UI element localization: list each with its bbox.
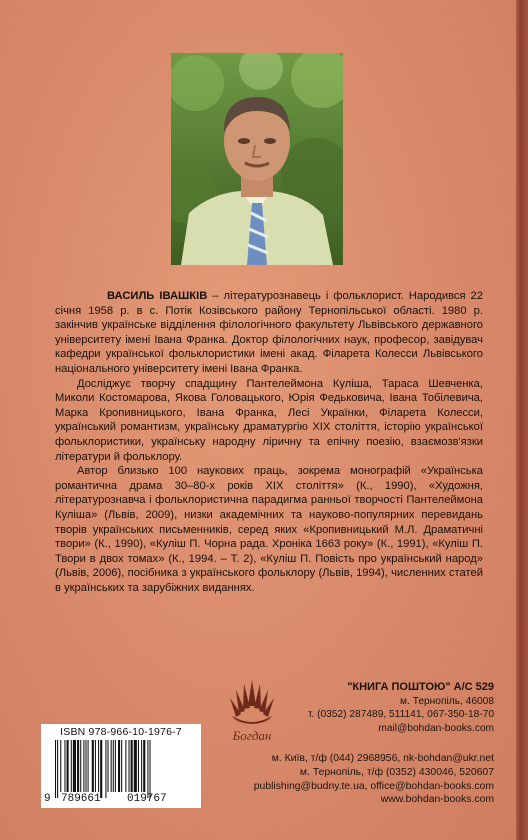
barcode-bar <box>73 740 76 792</box>
barcode-bar <box>85 740 86 792</box>
barcode-bar <box>111 740 112 792</box>
barcode-bar <box>83 740 84 792</box>
publisher-city: м. Тернопіль, 46008 <box>400 695 494 707</box>
barcode-bar <box>143 740 145 792</box>
barcode-bar <box>138 740 139 792</box>
barcode-bars-icon <box>53 740 189 798</box>
barcode-digits-left: 789661 <box>61 793 101 805</box>
bio-paragraph-2: Досліджує творчу спадщину Пантелеймона Куліша, Тараса Шевченка, Миколи Костомарова, Якова Головацького, Юрія Федьковича, Івана Тобілевича, Марка Кропивницького, Івана Франка, Лесі Українки, Філарета Колесси, український романтизм, українську драматургію XIX століття, історію української фольклористики, українську народну ліричну та епічну поезію, взаємозв'язки літератури й фольклору. <box>55 377 483 463</box>
barcode-bar <box>115 740 116 792</box>
barcode-bar <box>98 740 99 792</box>
publisher-name: "КНИГА ПОШТОЮ" А/С 529 <box>347 681 494 693</box>
author-photo <box>171 53 343 265</box>
barcode-bar <box>77 740 79 792</box>
barcode-bar <box>121 740 122 792</box>
barcode-bar <box>55 740 56 798</box>
barcode-digit-first: 9 <box>44 793 51 805</box>
barcode-bar <box>141 740 142 792</box>
barcode-digits-right: 019767 <box>127 793 167 805</box>
spine-edge <box>516 0 528 840</box>
publisher-block <box>264 681 494 735</box>
author-name: ВАСИЛЬ ІВАШКІВ <box>107 290 208 302</box>
author-portrait-icon <box>171 53 343 265</box>
contact-website: www.bohdan-books.com <box>380 794 494 806</box>
barcode-bar <box>147 740 148 798</box>
isbn-number: ISBN 978-966-10-1976-7 <box>60 726 182 738</box>
barcode-bar <box>67 740 69 792</box>
contact-kyiv: м. Київ, т/ф (044) 2968956, nk-bohdan@ukr.net <box>271 753 494 764</box>
barcode-bar <box>71 740 72 792</box>
barcode-bar <box>108 740 109 792</box>
barcode-bar <box>92 740 94 792</box>
barcode-bar <box>88 740 89 792</box>
barcode-bar <box>113 740 114 792</box>
contacts-block <box>194 752 494 807</box>
barcode-bar <box>129 740 130 792</box>
publisher-phones: т. (0352) 287489, 511141, 067-350-18-70 <box>307 709 494 721</box>
bio-paragraph-1-text: – літературознавець і фольклорист. Народився 22 січня 1958 р. в с. Потік Козівського району Тернопільської області. 1980 р. закінчив українське відділення філологічного факультету Львівського державного університету імені Івана Франка. Доктор філологічних наук, професор, завідувач кафедри української фольклористики імені акад. Філарета Колесси Львівського національного університету імені Івана Франка. <box>55 290 483 375</box>
barcode-bar <box>60 740 61 792</box>
bio-paragraph-1 <box>55 289 483 377</box>
barcode-bar <box>57 740 58 798</box>
publisher-email: mail@bohdan-books.com <box>378 722 494 734</box>
barcode-bar <box>64 740 65 792</box>
bio-paragraph-3: Автор близько 100 наукових праць, зокрема монографій «Українська романтична драма 30–80-х років XIX століття» (К., 1990), «Художня, літературознавча і фольклористична парадигма ранньої творчості Пантелеймона Куліша» (Львів, 2009), низки академічних та науково-популярних перевидань творів українських письменників, серед яких «Кропивницький М.Л. Драматичні твори» (К., 1990), «Куліш П. Чорна рада. Хроніка 1663 року» (К., 1991), «Куліш П. Твори в двох томах» (К., 1994. – Т. 2), «Куліш П. Повість про український народ» (Львів, 2006), посібника з українського фольклору (Львів, 1994), численних статей в українських та зарубіжних виданнях. <box>55 465 483 594</box>
author-biography <box>55 289 483 595</box>
isbn-barcode <box>41 724 201 808</box>
barcode-bar <box>125 740 126 792</box>
contact-ternopil: м. Тернопіль, т/ф (0352) 430046, 520607 <box>299 766 494 778</box>
contact-emails: publishing@budny.te.ua, office@bohdan-books.com <box>253 780 494 792</box>
barcode-bar <box>100 740 102 798</box>
barcode-bar <box>150 740 151 798</box>
barcode-bar <box>105 740 106 798</box>
barcode-bar <box>95 740 96 792</box>
barcode-bar <box>134 740 137 792</box>
barcode-bar <box>80 740 81 792</box>
barcode-bar <box>118 740 120 792</box>
logo-text: Богдан <box>232 728 272 743</box>
barcode-bar <box>131 740 133 792</box>
